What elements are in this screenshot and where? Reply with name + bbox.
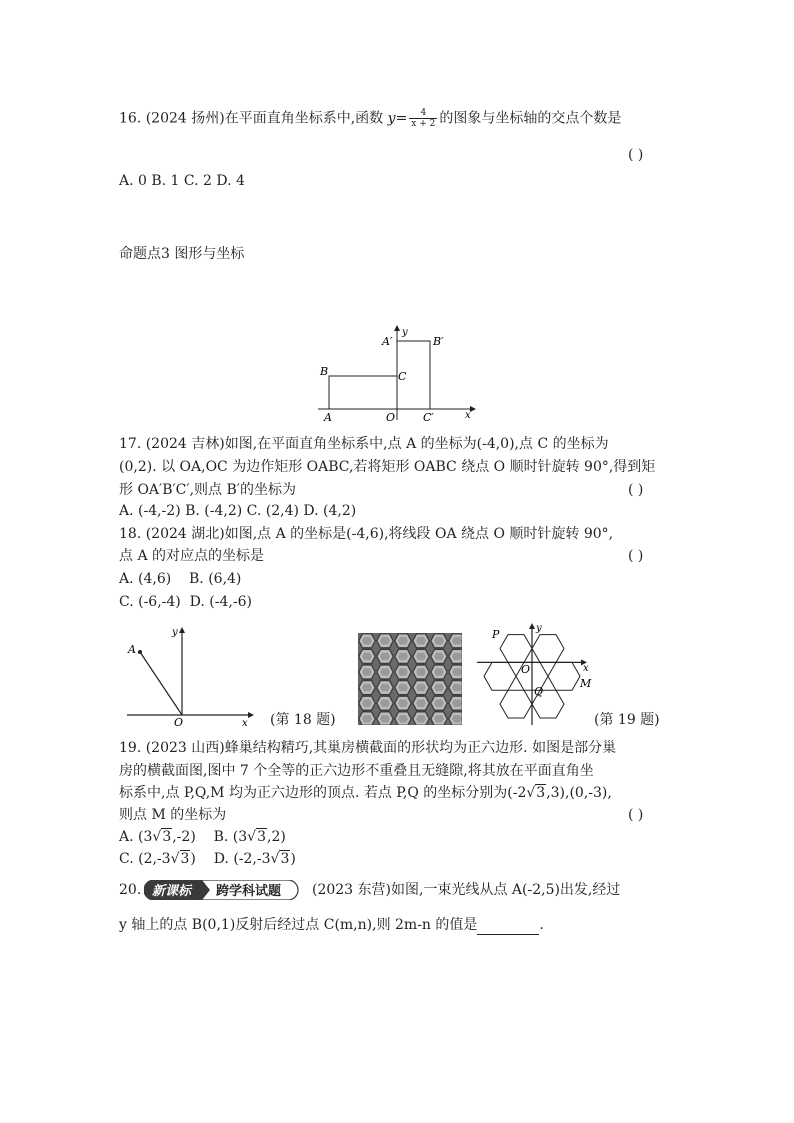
q18-line2: 点 A 的对应点的坐标是	[119, 548, 265, 564]
fig19-label-y: y	[536, 623, 542, 634]
q16-options: A. 0 B. 1 C. 2 D. 4	[119, 173, 245, 189]
q19-options-row2	[119, 849, 296, 869]
q17-answer-paren: ( )	[628, 482, 644, 498]
segment-OA	[140, 652, 182, 715]
fig17-label-C: C	[398, 370, 407, 383]
q20-line1: (2023 东营)如图,一束光线从点 A(-2,5)出发,经过	[312, 882, 621, 898]
figure-17	[310, 322, 480, 428]
section-title: 命题点3 图形与坐标	[119, 246, 245, 262]
hexagon	[484, 662, 516, 690]
q19-option-b-sqrt: 3	[257, 829, 267, 845]
q18-line1: 18. (2024 湖北)如图,点 A 的坐标是(-4,6),将线段 OA 绕点 O 顺时针旋转 90°,	[119, 526, 614, 542]
q19-option-c-prefix: C. (2,-3	[119, 851, 171, 867]
fig18-caption: (第 18 题)	[270, 712, 336, 728]
fig18-label-x: x	[242, 718, 248, 729]
q17-options: A. (-4,-2) B. (-4,2) C. (2,4) D. (4,2)	[119, 503, 357, 519]
fig17-label-C-prime: C′	[423, 411, 434, 424]
fig19-label-M: M	[580, 677, 592, 690]
q19-option-d-prefix: D. (-2,-3	[213, 851, 271, 867]
q19-option-d-sqrt: 3	[280, 851, 290, 867]
q19-options-row1	[119, 827, 286, 847]
q18-options-row2	[119, 592, 252, 612]
fig19-label-Q: Q	[534, 685, 544, 698]
q19-line3-part-b: ,3),(0,-3),	[546, 785, 612, 801]
q19-line3-sqrt: 3	[536, 785, 546, 801]
fig18-x-arrow	[248, 712, 254, 718]
badge-left-label: 新课标	[152, 884, 192, 899]
fig17-label-B: B	[320, 365, 329, 378]
q16-fraction	[409, 108, 437, 129]
q19-line1: 19. (2023 山西)蜂巢结构精巧,其巢房横截面的形状均为正六边形. 如图是部分巢	[119, 740, 617, 756]
q17-line1: 17. (2024 吉林)如图,在平面直角坐标系中,点 A 的坐标为(-4,0),点 C 的坐标为	[119, 436, 609, 452]
fig18-y-arrow	[179, 627, 185, 633]
q19-line3-part-a: 标系中,点 P,Q,M 均为正六边形的顶点. 若点 P,Q 的坐标分别为(-2	[119, 785, 527, 801]
fig17-label-A: A	[324, 411, 332, 424]
q19-option-c-sqrt: 3	[180, 851, 190, 867]
fig19-caption: (第 19 题)	[594, 712, 660, 728]
q20-answer-blank[interactable]	[477, 920, 539, 935]
rectangle-OABC	[329, 376, 397, 409]
fig17-label-A-prime: A′	[382, 335, 393, 348]
q19-answer-paren: ( )	[628, 807, 644, 823]
hexagon	[500, 690, 532, 718]
fig17-x-arrow	[470, 406, 476, 412]
fig17-label-y: y	[402, 327, 408, 338]
point-A	[138, 650, 142, 654]
q18-option-a: A. (4,6)	[119, 571, 172, 587]
q19-option-d-suffix: )	[290, 851, 296, 867]
q16-text-before: 在平面直角坐标系中,函数	[224, 110, 384, 127]
q16-var-y: y	[387, 110, 396, 127]
q19-option-a-suffix: ,-2)	[172, 829, 196, 845]
q19-line3: 标系中,点 P,Q,M 均为正六边形的顶点. 若点 P,Q 的坐标分别为(-2√3,3),(0,-3),	[119, 785, 612, 801]
fig18-label-y: y	[172, 627, 178, 638]
honeycomb-photo	[358, 633, 462, 725]
q16-frac-den: x + 2	[411, 119, 436, 129]
fig17-y-arrow	[394, 325, 400, 331]
fig19-label-x: x	[583, 663, 589, 674]
honeycomb-texture	[358, 633, 462, 725]
q19-option-a: A. (3√3,-2)	[119, 829, 196, 845]
fig18-label-A: A	[128, 643, 136, 656]
q19-option-b-suffix: ,2)	[267, 829, 286, 845]
fig18-label-O: O	[174, 716, 184, 729]
badge-right-label: 跨学科试题	[216, 884, 282, 899]
q20-number: 20.	[119, 882, 142, 898]
hexagon	[500, 635, 532, 663]
q19-option-d: D. (-2,-3√3)	[213, 851, 296, 867]
figure-19	[474, 621, 594, 729]
q19-option-a-sqrt: 3	[162, 829, 172, 845]
cross-discipline-badge	[144, 880, 302, 900]
q17-line3: 形 OA′B′C′,则点 B′的坐标为	[119, 482, 296, 498]
q19-option-a-prefix: A. (3	[119, 829, 153, 845]
fig19-label-P: P	[492, 628, 500, 641]
hexagon	[532, 635, 564, 663]
q16-answer-paren: ( )	[628, 147, 644, 163]
fig19-y-arrow	[529, 623, 535, 629]
q19-option-b-prefix: B. (3	[213, 829, 248, 845]
q18-option-d: D. (-4,-6)	[189, 594, 252, 610]
fig17-label-B-prime: B′	[433, 335, 444, 348]
q17-line2: (0,2). 以 OA,OC 为边作矩形 OABC,若将矩形 OABC 绕点 O 顺时针旋转 90°,得到矩	[119, 459, 656, 475]
q19-option-c: C. (2,-3√3)	[119, 851, 196, 867]
q16-eq: =	[395, 110, 408, 127]
q20-end: .	[539, 917, 544, 933]
q19-option-b: B. (3√3,2)	[213, 829, 286, 845]
q20-line2	[119, 915, 544, 935]
q18-answer-paren: ( )	[628, 548, 644, 564]
q16-stem	[119, 108, 621, 129]
q20-line2-text: y 轴上的点 B(0,1)反射后经过点 C(m,n),则 2m-n 的值是	[119, 917, 478, 933]
fig17-label-x: x	[465, 410, 471, 421]
q19-option-c-suffix: )	[190, 851, 196, 867]
q16-source: (2024 扬州)	[145, 110, 225, 127]
q18-options-row1	[119, 569, 241, 589]
q16-number: 16.	[119, 110, 142, 127]
q16-text-after: 的图象与坐标轴的交点个数是	[439, 110, 622, 127]
q19-line2: 房的横截面图,图中 7 个全等的正六边形不重叠且无缝隙,将其放在平面直角坐	[119, 763, 594, 779]
q18-option-c: C. (-6,-4)	[119, 594, 181, 610]
q19-line4: 则点 M 的坐标为	[119, 807, 227, 823]
fig19-label-O: O	[521, 663, 531, 676]
figure-18	[122, 622, 272, 730]
fig17-label-O: O	[386, 411, 396, 424]
hexagon	[548, 662, 580, 690]
q16-frac-num: 4	[409, 108, 437, 119]
q18-option-b: B. (6,4)	[189, 571, 242, 587]
